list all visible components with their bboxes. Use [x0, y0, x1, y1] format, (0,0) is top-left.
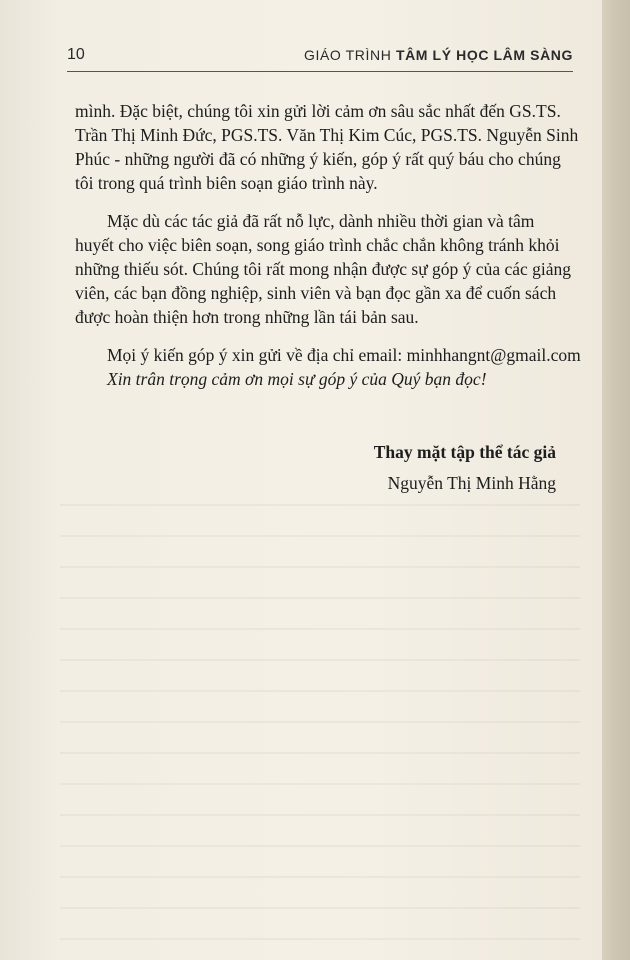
text-line: mình. Đặc biệt, chúng tôi xin gửi lời cảm ơn sâu sắc nhất đến GS.TS. [75, 101, 561, 121]
header-rule [67, 71, 573, 72]
paragraph-gap [75, 195, 575, 209]
running-title-prefix: GIÁO TRÌNH [304, 47, 392, 63]
text-line: được hoàn thiện hơn trong những lần tái bản sau. [75, 307, 419, 327]
text-line: Mặc dù các tác giả đã rất nỗ lực, dành nhiều thời gian và tâm [107, 211, 535, 231]
page-number: 10 [67, 46, 85, 63]
text-line: tôi trong quá trình biên soạn giáo trình này. [75, 173, 378, 193]
text-line: viên, các bạn đồng nghiệp, sinh viên và bạn đọc gần xa để cuốn sách [75, 283, 557, 303]
text-line: những thiếu sót. Chúng tôi rất mong nhận được sự góp ý của các giảng [75, 259, 572, 279]
contact-line: Mọi ý kiến góp ý xin gửi về địa chỉ email: minhhangnt@gmail.com [107, 345, 581, 365]
running-header [67, 42, 573, 66]
running-title [304, 47, 573, 63]
thanks-line: Xin trân trọng cảm ơn mọi sự góp ý của Quý bạn đọc! [107, 369, 487, 389]
text-line: Trần Thị Minh Đức, PGS.TS. Văn Thị Kim Cúc, PGS.TS. Nguyễn Sinh [75, 125, 579, 145]
paragraph-gap [75, 329, 575, 343]
running-title-main: TÂM LÝ HỌC LÂM SÀNG [395, 47, 573, 63]
show-through-texture [60, 500, 580, 940]
text-line: Phúc - những người đã có những ý kiến, góp ý rất quý báu cho chúng [75, 149, 561, 169]
signature-name: Nguyễn Thị Minh Hằng [387, 473, 556, 493]
text-line: huyết cho việc biên soạn, song giáo trình chắc chắn không tránh khỏi [75, 235, 560, 255]
body-text [75, 99, 581, 391]
signature-role: Thay mặt tập thể tác giả [373, 442, 556, 462]
adjacent-page-edge [602, 0, 630, 960]
